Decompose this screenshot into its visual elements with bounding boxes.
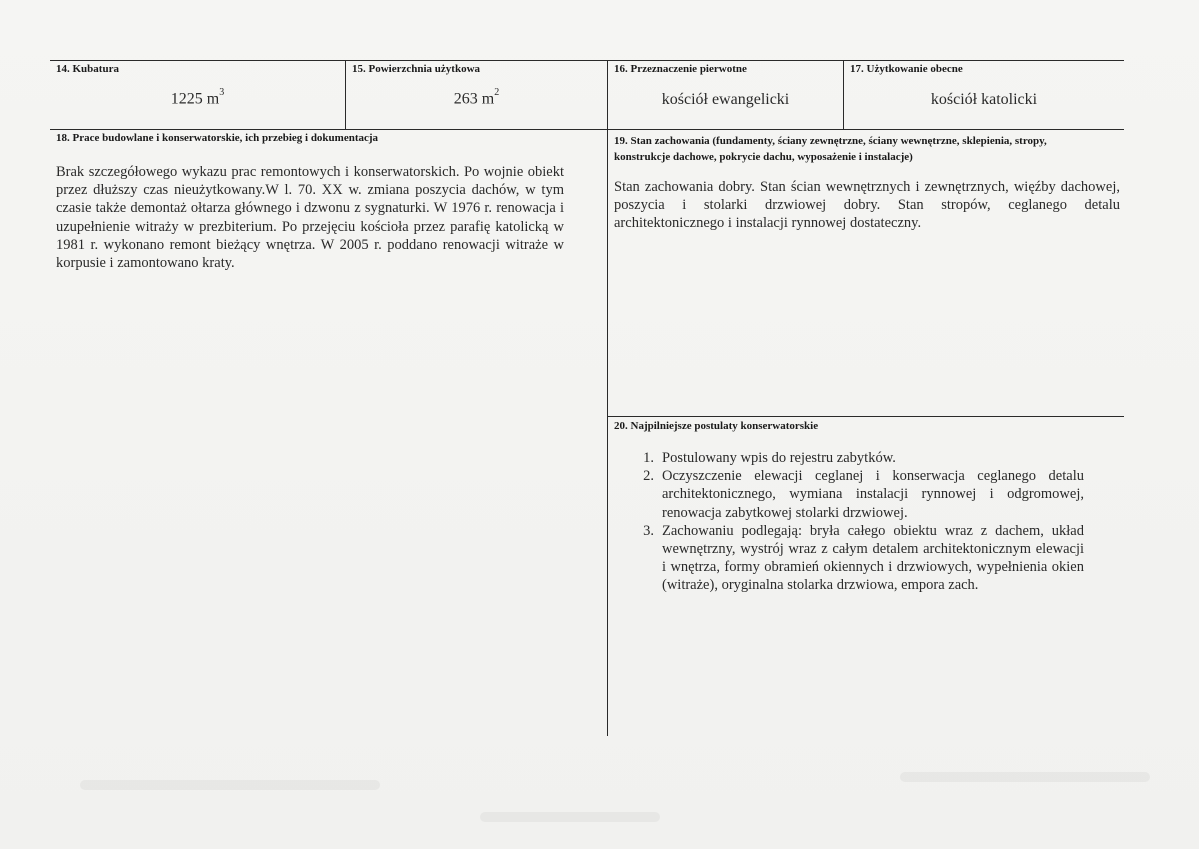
list-item [632,449,1084,467]
field-19-label-line2: konstrukcje dachowe, pokrycie dachu, wyposażenie i instalacje) [614,151,913,163]
field-15-value [346,89,607,108]
field-15-exponent: 2 [494,87,500,98]
list-item [632,467,1084,522]
row1-bottom-line [50,129,1124,130]
field-19-text: Stan zachowania dobry. Stan ścian wewnętrznych i zewnętrznych, więźby dachowej, poszycia i stolarki drzwiowej dobry. Stan stropów, ceglanego detalu architektonicznego i instalacji rynnowej dostateczny. [614,179,1120,232]
list-item-number: 1. [643,450,654,466]
scan-smudge [900,772,1150,782]
list-item-number: 2. [643,468,654,485]
field-15-number: 263 m [453,90,495,108]
field-15-label: 15. Powierzchnia użytkowa [352,63,481,75]
field-14-label: 14. Kubatura [56,63,119,75]
list-item-number: 3. [643,522,654,539]
postulaty-list [632,449,1084,595]
col-divider-b [607,60,608,736]
field-19-label-line1: 19. Stan zachowania (fundamenty, ściany zewnętrzne, ściany wewnętrzne, sklepienia, stropy, [614,135,1047,147]
scan-smudge [80,780,380,790]
field-16-value: kościół ewangelicki [661,91,790,108]
field-14-number: 1225 m [170,90,220,108]
list-item-text: Zachowaniu podlegają: bryła całego obiektu wraz z dachem, układ wewnętrzny, wystrój wraz z całym detalem architektonicznym elewacji i wnętrza, formy obramień okiennych i drzwiowych, wypełnienia okien (witraże), oryginalna stolarka drzwiowa, empora zach. [662,522,1084,594]
field-17-value: kościół katolicki [930,91,1038,108]
field-14-value [50,89,345,108]
field-16-label: 16. Przeznaczenie pierwotne [614,63,747,75]
list-item-text: Oczyszczenie elewacji ceglanej i konserwacja ceglanego detalu architektonicznego, wymiana instalacji rynnowej i odgromowej, renowacja zabytkowej stolarki drzwiowej. [662,468,1084,521]
field-18-text: Brak szczegółowego wykazu prac remontowych i konserwatorskich. Po wojnie obiekt przez dłuższy czas nieużytkowany.W l. 70. XX w. zmiana poszycia dachów, w tym czasie także demontaż ołtarza głównego i dzwonu z sygnaturki. W 1976 r. renowacja i uzupełnienie witraży w prezbiterium. Po przejęciu kościoła przez parafię katolicką w 1981 r. wykonano remont bieżący wnętrza. W 2005 r. poddano renowacji witraże w korpusie i zamontowano kraty. [56,164,564,272]
section-20-top-line [607,416,1124,417]
field-18-label: 18. Prace budowlane i konserwatorskie, ich przebieg i dokumentacja [56,132,379,144]
list-item [632,522,1084,595]
field-20-label: 20. Najpilniejsze postulaty konserwatorskie [614,420,819,432]
field-14-exponent: 3 [219,87,225,98]
top-border-line [50,60,1124,61]
field-17-label: 17. Użytkowanie obecne [850,63,963,75]
scan-smudge [480,812,660,822]
list-item-text: Postulowany wpis do rejestru zabytków. [662,450,896,466]
